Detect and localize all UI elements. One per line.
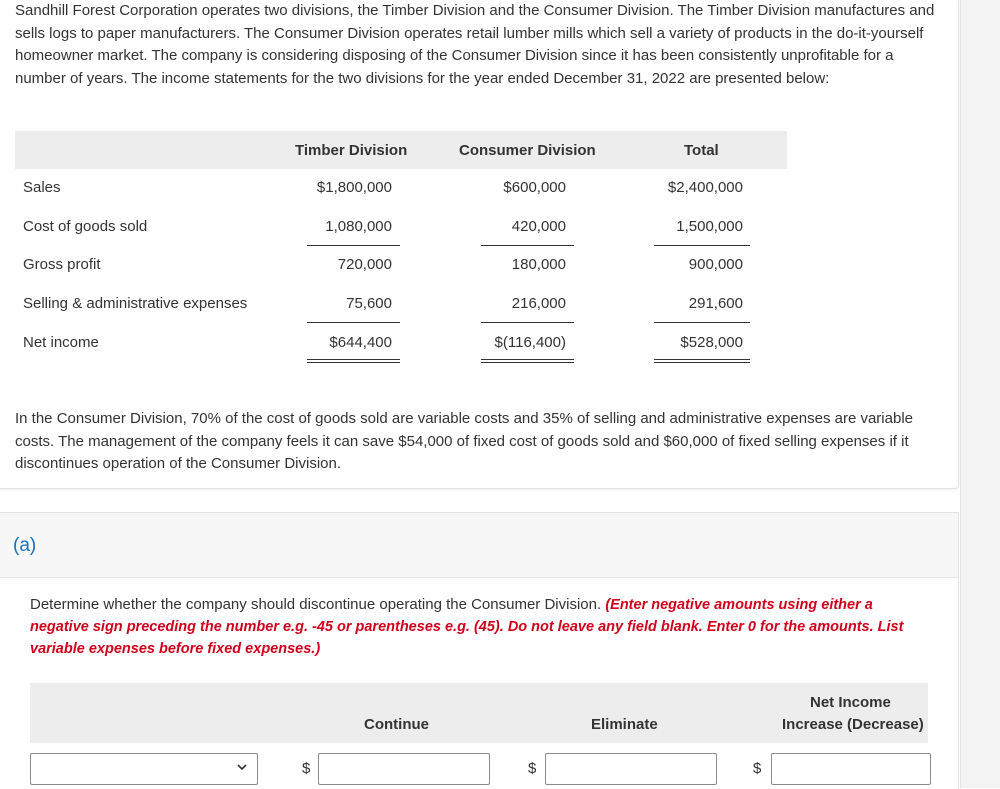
table-row bbox=[15, 323, 787, 362]
header-net-income: Net Income bbox=[810, 694, 891, 711]
instruction-note: (Enter negative amounts using either a negative sign preceding the number e.g. -45 or parentheses e.g. (45). Do not leave any field blank. Enter 0 for the amounts. List variable expenses before fixed expenses.) bbox=[30, 597, 904, 657]
cell-value: 900,000 bbox=[688, 256, 743, 273]
line-item-select[interactable] bbox=[30, 753, 258, 785]
header-increase-decrease: Increase (Decrease) bbox=[782, 716, 924, 733]
cell-value: $2,400,000 bbox=[667, 179, 743, 196]
dollar-sign: $ bbox=[753, 760, 762, 777]
cell-value: $(116,400) bbox=[494, 334, 566, 351]
header-timber-division: Timber Division bbox=[295, 142, 408, 159]
row-label-sales: Sales bbox=[23, 179, 61, 196]
row-label-cogs: Cost of goods sold bbox=[23, 217, 148, 235]
table-header-row bbox=[15, 131, 787, 169]
cell-value: 1,500,000 bbox=[676, 217, 743, 235]
row-label-net-income: Net income bbox=[23, 334, 99, 351]
row-label-selling-admin: Selling & administrative expenses bbox=[23, 294, 248, 312]
eliminate-amount-input[interactable] bbox=[545, 753, 717, 785]
part-a-instructions bbox=[30, 594, 910, 660]
cell-value: 720,000 bbox=[337, 256, 392, 273]
header-eliminate: Eliminate bbox=[591, 716, 658, 733]
income-statement-table bbox=[15, 131, 787, 362]
double-underline bbox=[481, 359, 574, 363]
dollar-sign: $ bbox=[528, 760, 537, 777]
header-consumer-division: Consumer Division bbox=[459, 142, 596, 159]
cell-value: 216,000 bbox=[511, 294, 566, 312]
part-a-header bbox=[0, 513, 958, 578]
row-label-gross-profit: Gross profit bbox=[23, 256, 101, 273]
dollar-sign: $ bbox=[302, 760, 311, 777]
table-row bbox=[15, 169, 787, 208]
part-a-card bbox=[0, 512, 959, 789]
answer-table-header bbox=[30, 683, 928, 743]
cell-value: 291,600 bbox=[688, 294, 743, 312]
answer-row bbox=[30, 753, 928, 789]
instruction-text: Determine whether the company should discontinue operating the Consumer Division. bbox=[30, 596, 602, 613]
header-continue: Continue bbox=[364, 716, 429, 733]
cell-value: $1,800,000 bbox=[316, 179, 392, 196]
cell-value: $528,000 bbox=[680, 334, 743, 351]
cell-value: $600,000 bbox=[503, 179, 566, 196]
chevron-down-icon bbox=[236, 761, 248, 773]
double-underline bbox=[307, 359, 400, 363]
right-gutter bbox=[960, 0, 1000, 788]
problem-intro-text: Sandhill Forest Corporation operates two divisions, the Timber Division and the Consumer Division. The Timber Division manufactures and sells logs to paper manufacturers. The Consumer Division operates retail lumber mills which sell a variety of products in the do-it-yourself homeowner market. The company is considering disposing of the Consumer Division since it has been consistently unprofitable for a number of years. The income statements for the two divisions for the year ended December 31, 2022 are presented below: bbox=[15, 2, 935, 87]
cell-value: 180,000 bbox=[511, 256, 566, 273]
cell-value: 420,000 bbox=[511, 217, 566, 235]
table-row bbox=[15, 285, 787, 324]
header-total: Total bbox=[684, 142, 719, 159]
cell-value: $644,400 bbox=[329, 334, 392, 351]
double-underline bbox=[654, 359, 750, 363]
problem-outro-text: In the Consumer Division, 70% of the cost of goods sold are variable costs and 35% of selling and administrative expenses are variable costs. The management of the company feels it can save $54,000 of fixed cost of goods sold and $60,000 of fixed selling expenses if it discontinues operation of the Consumer Division. bbox=[15, 410, 913, 472]
part-label: (a) bbox=[13, 535, 37, 556]
table-row bbox=[15, 208, 787, 247]
table-row bbox=[15, 246, 787, 285]
cell-value: 75,600 bbox=[346, 294, 392, 312]
cell-value: 1,080,000 bbox=[325, 217, 392, 235]
continue-amount-input[interactable] bbox=[318, 753, 490, 785]
net-income-amount-input[interactable] bbox=[771, 753, 931, 785]
